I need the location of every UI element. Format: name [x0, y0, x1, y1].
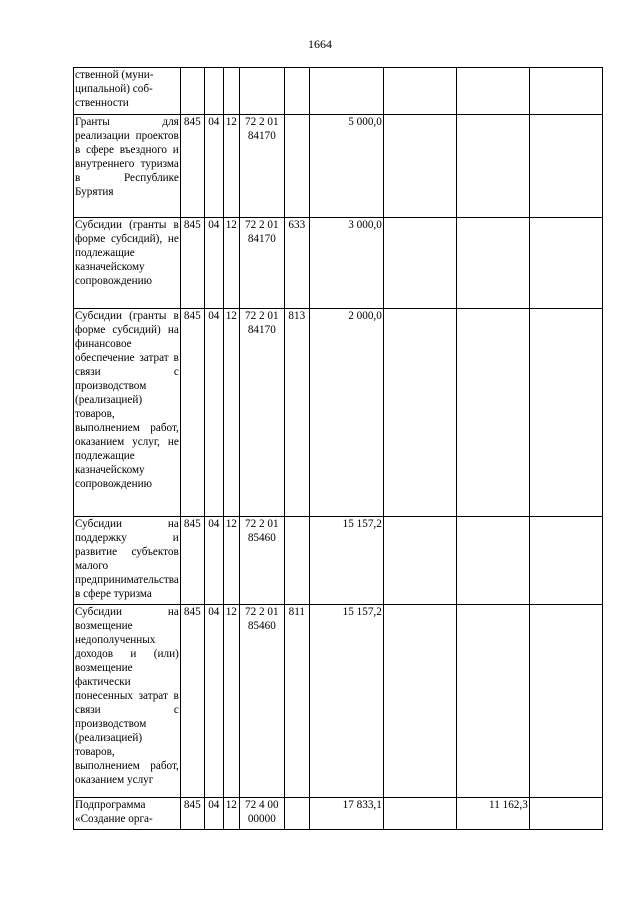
sum-cell-1: 15 157,2: [309, 605, 383, 798]
row-name-cell: Субсидии (гранты в форме субсидий) на финансовое обеспечение затрат в связи с производством (реализацией) товаров, выполнением работ, оказанием услуг, не подлежащие казначейскому сопровождению: [74, 309, 181, 517]
target-article-line-2: 85460: [247, 620, 276, 632]
table-row: [74, 115, 603, 218]
target-article-line-1: 72 2 01: [245, 518, 279, 530]
table-row: [74, 309, 603, 517]
target-article-cell: [239, 68, 284, 115]
target-article-line-2: 00000: [247, 813, 276, 825]
sum-cell-3: [456, 605, 529, 798]
table-row: [74, 605, 603, 798]
subsection-cell: 12: [223, 218, 239, 309]
target-article-line-1: 72 4 00: [245, 799, 279, 811]
target-article-cell: [239, 798, 284, 830]
subsection-cell: 12: [223, 115, 239, 218]
admin-code-cell: 845: [180, 798, 204, 830]
target-article-cell: [239, 218, 284, 309]
target-article-cell: [239, 309, 284, 517]
sum-cell-3: [456, 68, 529, 115]
sum-cell-4: [529, 605, 602, 798]
sum-cell-2: [383, 309, 456, 517]
sum-cell-2: [383, 798, 456, 830]
subsection-cell: 12: [223, 517, 239, 605]
page-number: 1664: [308, 37, 332, 51]
target-article-cell: [239, 605, 284, 798]
sum-cell-3: [456, 517, 529, 605]
sum-cell-4: [529, 115, 602, 218]
row-name-cell: Субсидии на возмещение недополученных доходов и (или) возмещение фактически понесенных затрат в связи с производством (реализацией) товаров, выполнением работ, оказанием услуг: [74, 605, 181, 798]
expense-type-cell: [284, 115, 309, 218]
admin-code-cell: [180, 68, 204, 115]
target-article-line-1: 72 2 01: [245, 310, 279, 322]
target-article-line-2: 84170: [247, 324, 276, 336]
subsection-cell: 12: [223, 309, 239, 517]
row-name-cell: Подпрограмма «Создание орга-: [74, 798, 181, 830]
sum-cell-2: [383, 68, 456, 115]
expense-type-cell: [284, 517, 309, 605]
subsection-cell: 12: [223, 798, 239, 830]
section-cell: 04: [204, 115, 223, 218]
sum-cell-2: [383, 218, 456, 309]
admin-code-cell: 845: [180, 517, 204, 605]
sum-cell-3: [456, 309, 529, 517]
expense-type-cell: 813: [284, 309, 309, 517]
sum-cell-4: [529, 218, 602, 309]
target-article-line-2: 85460: [247, 532, 276, 544]
budget-table: [73, 67, 603, 830]
target-article-line-1: 72 2 01: [245, 606, 279, 618]
target-article-line-2: 84170: [247, 233, 276, 245]
sum-cell-1: 3 000,0: [309, 218, 383, 309]
admin-code-cell: 845: [180, 218, 204, 309]
section-cell: 04: [204, 798, 223, 830]
sum-cell-2: [383, 517, 456, 605]
sum-cell-1: 17 833,1: [309, 798, 383, 830]
sum-cell-1: 2 000,0: [309, 309, 383, 517]
row-name-cell: Субсидии на поддержку и развитие субъектов малого предпринимательства в сфере туризма: [74, 517, 181, 605]
table-row: [74, 798, 603, 830]
section-cell: 04: [204, 309, 223, 517]
sum-cell-4: [529, 517, 602, 605]
sum-cell-3: 11 162,3: [456, 798, 529, 830]
sum-cell-4: [529, 309, 602, 517]
expense-type-cell: 633: [284, 218, 309, 309]
section-cell: 04: [204, 517, 223, 605]
row-name-cell: Гранты для реализации проектов в сфере въездного и внутреннего туризма в Республике Бурятия: [74, 115, 181, 218]
sum-cell-1: 5 000,0: [309, 115, 383, 218]
sum-cell-3: [456, 218, 529, 309]
row-name-cell: ственной (муни- ципальной) соб- ственности: [74, 68, 181, 115]
table-body: [74, 68, 603, 830]
expense-type-cell: [284, 798, 309, 830]
target-article-cell: [239, 517, 284, 605]
section-cell: 04: [204, 605, 223, 798]
section-cell: 04: [204, 218, 223, 309]
sum-cell-2: [383, 605, 456, 798]
sum-cell-3: [456, 115, 529, 218]
section-cell: [204, 68, 223, 115]
admin-code-cell: 845: [180, 115, 204, 218]
admin-code-cell: 845: [180, 605, 204, 798]
admin-code-cell: 845: [180, 309, 204, 517]
table-row: [74, 218, 603, 309]
sum-cell-1: [309, 68, 383, 115]
table-row: [74, 68, 603, 115]
target-article-line-1: 72 2 01: [245, 219, 279, 231]
expense-type-cell: 811: [284, 605, 309, 798]
target-article-line-2: 84170: [247, 130, 276, 142]
target-article-line-1: 72 2 01: [245, 116, 279, 128]
subsection-cell: 12: [223, 605, 239, 798]
sum-cell-4: [529, 798, 602, 830]
sum-cell-4: [529, 68, 602, 115]
target-article-cell: [239, 115, 284, 218]
table-row: [74, 517, 603, 605]
row-name-cell: Субсидии (гранты в форме субсидий), не подлежащие казначейскому сопровождению: [74, 218, 181, 309]
sum-cell-2: [383, 115, 456, 218]
sum-cell-1: 15 157,2: [309, 517, 383, 605]
subsection-cell: [223, 68, 239, 115]
expense-type-cell: [284, 68, 309, 115]
